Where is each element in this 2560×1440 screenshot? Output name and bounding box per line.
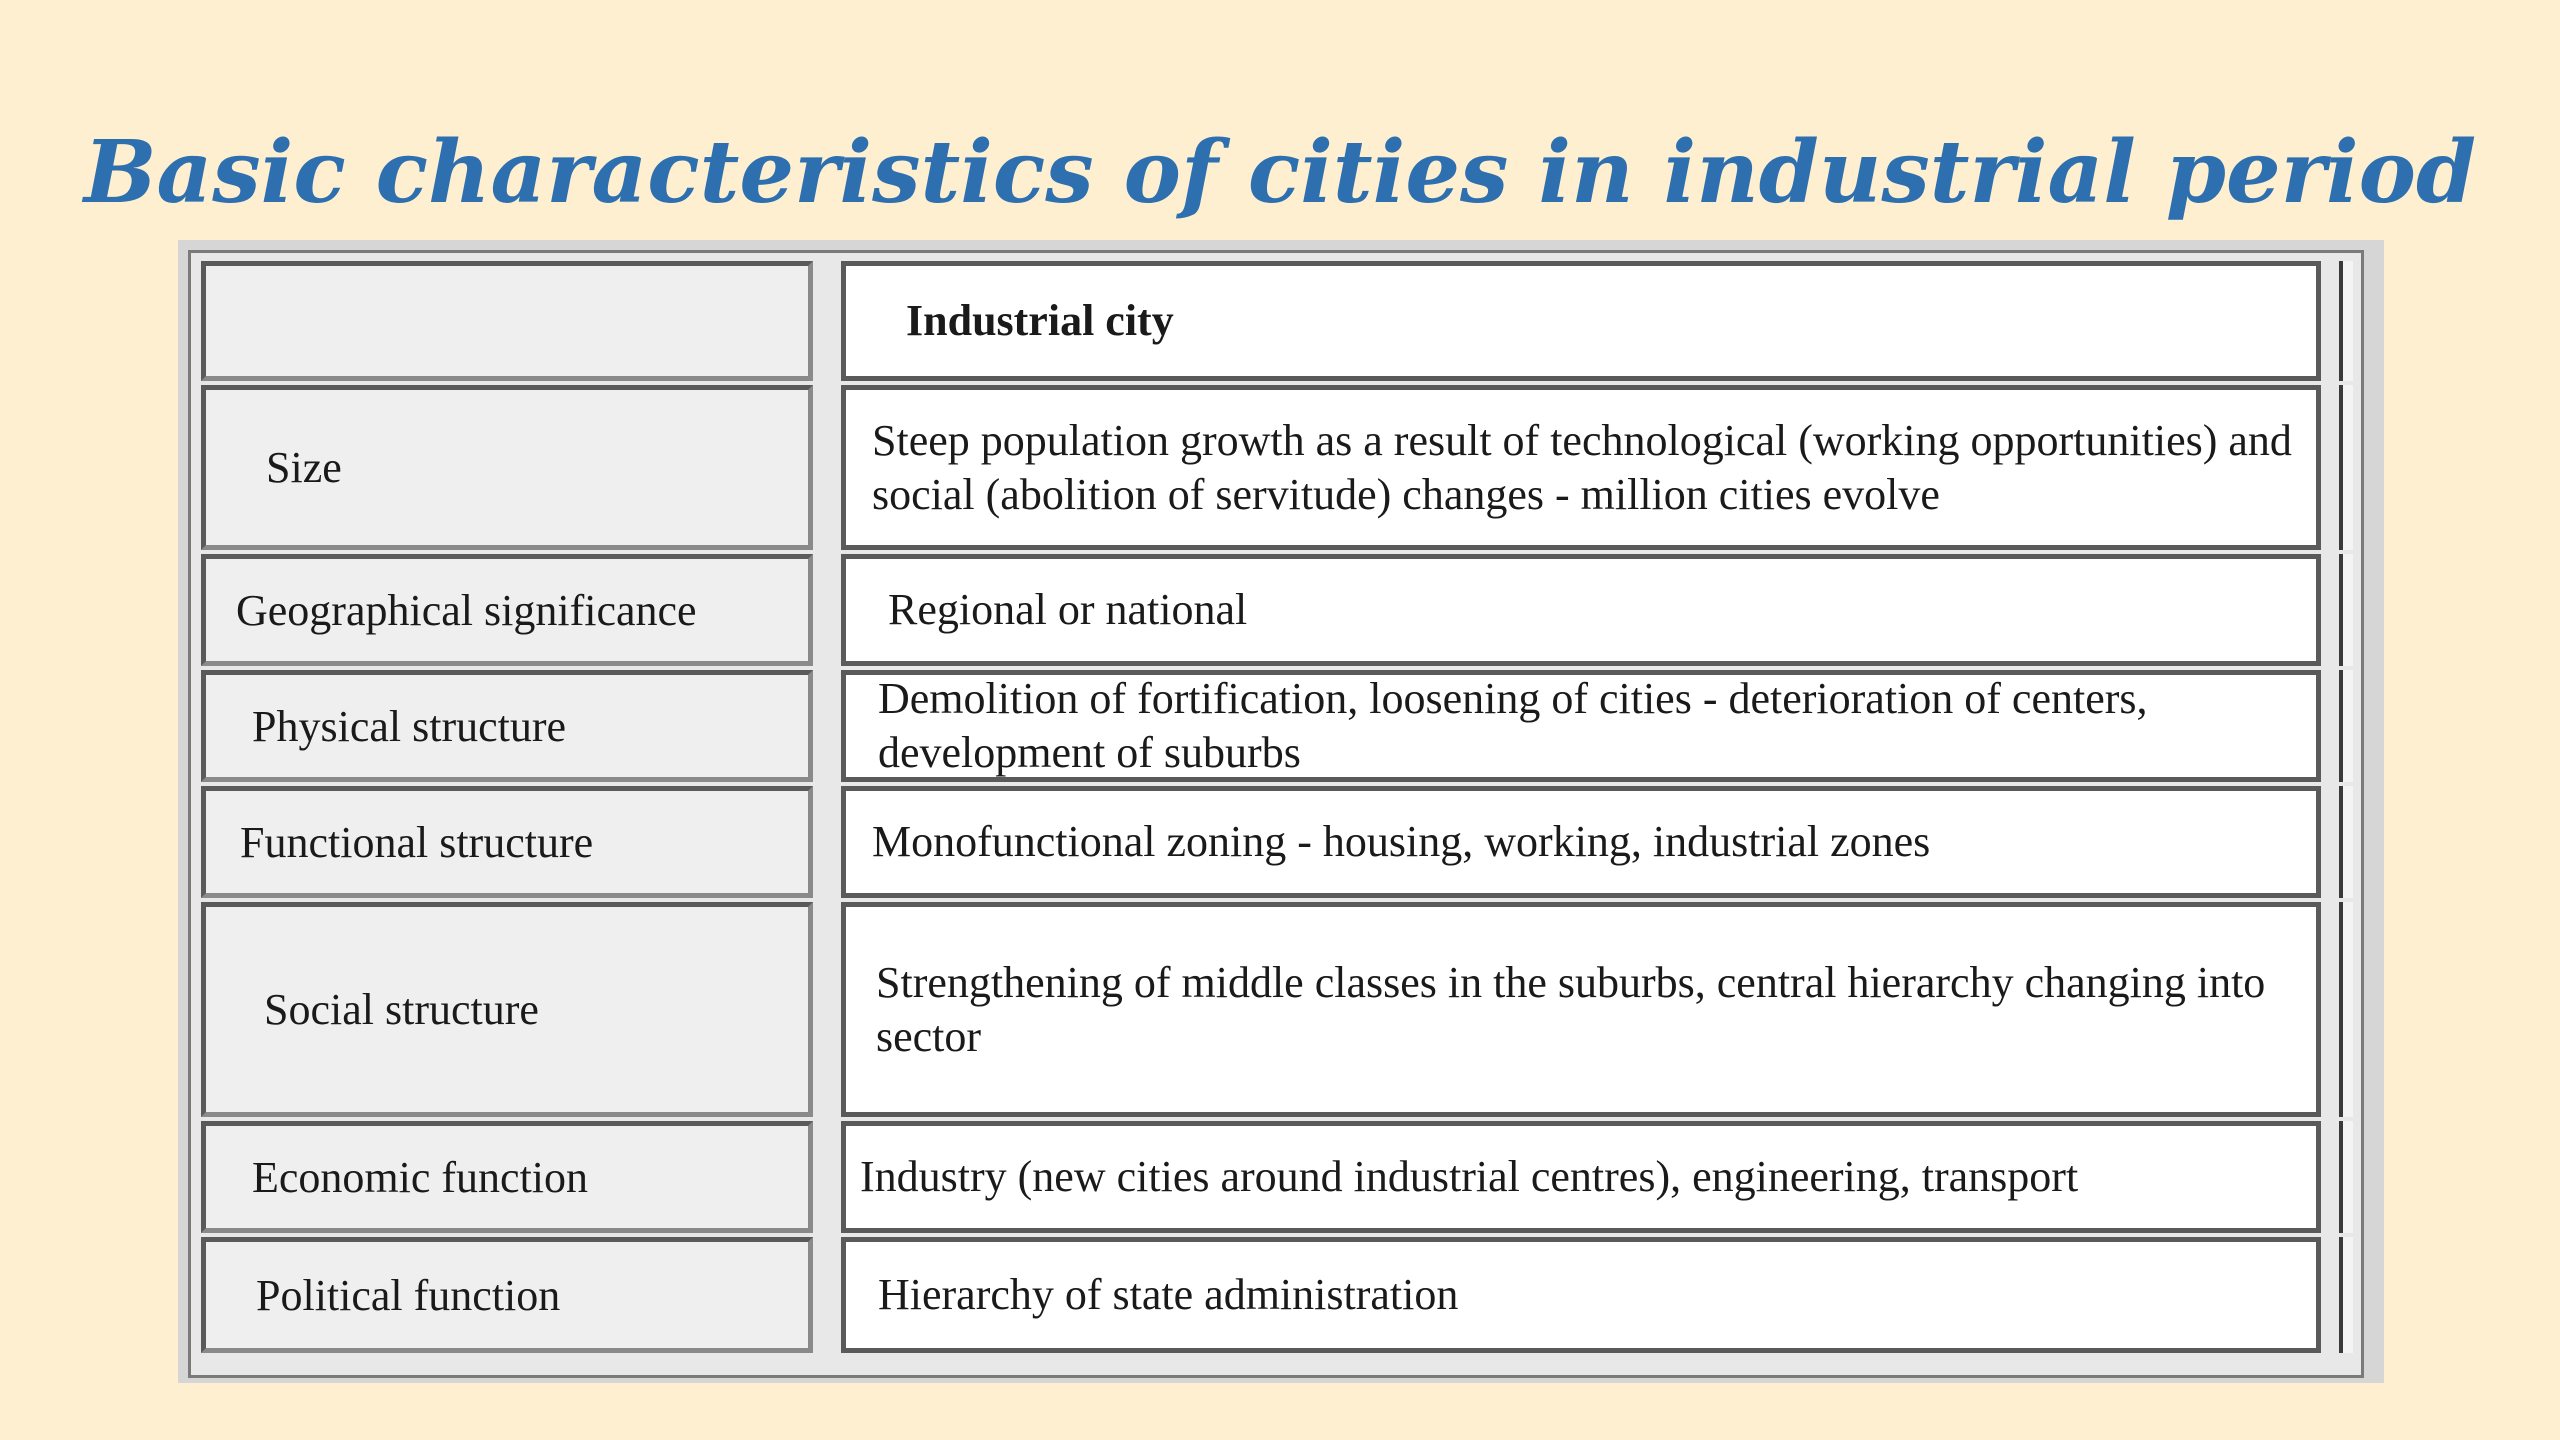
cut-off-column (2339, 786, 2353, 898)
row-value-physical-structure: Demolition of fortification, loosening of cities - deterioration of centers, development of suburbs (841, 670, 2321, 782)
slide-title: Basic characteristics of cities in industrial period (83, 122, 2477, 223)
table-header-row (201, 261, 2355, 381)
table-row (201, 902, 2355, 1117)
cut-off-column (2339, 385, 2353, 550)
table-row (201, 1121, 2355, 1233)
header-empty-cell (201, 261, 813, 381)
cut-off-column (2339, 554, 2353, 666)
row-value-social-structure: Strengthening of middle classes in the suburbs, central hierarchy changing into sector (841, 902, 2321, 1117)
cut-off-column (2339, 902, 2353, 1117)
header-value-cell (841, 261, 2321, 381)
row-value-functional-structure: Monofunctional zoning - housing, working, industrial zones (841, 786, 2321, 898)
table-row (201, 786, 2355, 898)
table-row (201, 385, 2355, 550)
cut-off-column (2339, 261, 2353, 381)
row-label-size: Size (201, 385, 813, 550)
table-row (201, 1237, 2355, 1353)
cut-off-column (2339, 670, 2353, 782)
row-label-social-structure: Social structure (201, 902, 813, 1117)
row-label-political-function: Political function (201, 1237, 813, 1353)
row-value-size: Steep population growth as a result of technological (working opportunities) and social (abolition of servitude) changes - million cities evolve (841, 385, 2321, 550)
row-value-economic-function: Industry (new cities around industrial centres), engineering, transport (841, 1121, 2321, 1233)
row-label-functional-structure: Functional structure (201, 786, 813, 898)
header-industrial-city: Industrial city (906, 296, 1174, 345)
table-row (201, 554, 2355, 666)
table-frame (188, 250, 2364, 1378)
characteristics-table (178, 240, 2384, 1383)
row-label-economic-function: Economic function (201, 1121, 813, 1233)
cut-off-column (2339, 1237, 2353, 1353)
row-label-physical-structure: Physical structure (201, 670, 813, 782)
row-value-geographical-significance: Regional or national (841, 554, 2321, 666)
table-row (201, 670, 2355, 782)
row-label-geographical-significance: Geographical significance (201, 554, 813, 666)
row-value-political-function: Hierarchy of state administration (841, 1237, 2321, 1353)
cut-off-column (2339, 1121, 2353, 1233)
